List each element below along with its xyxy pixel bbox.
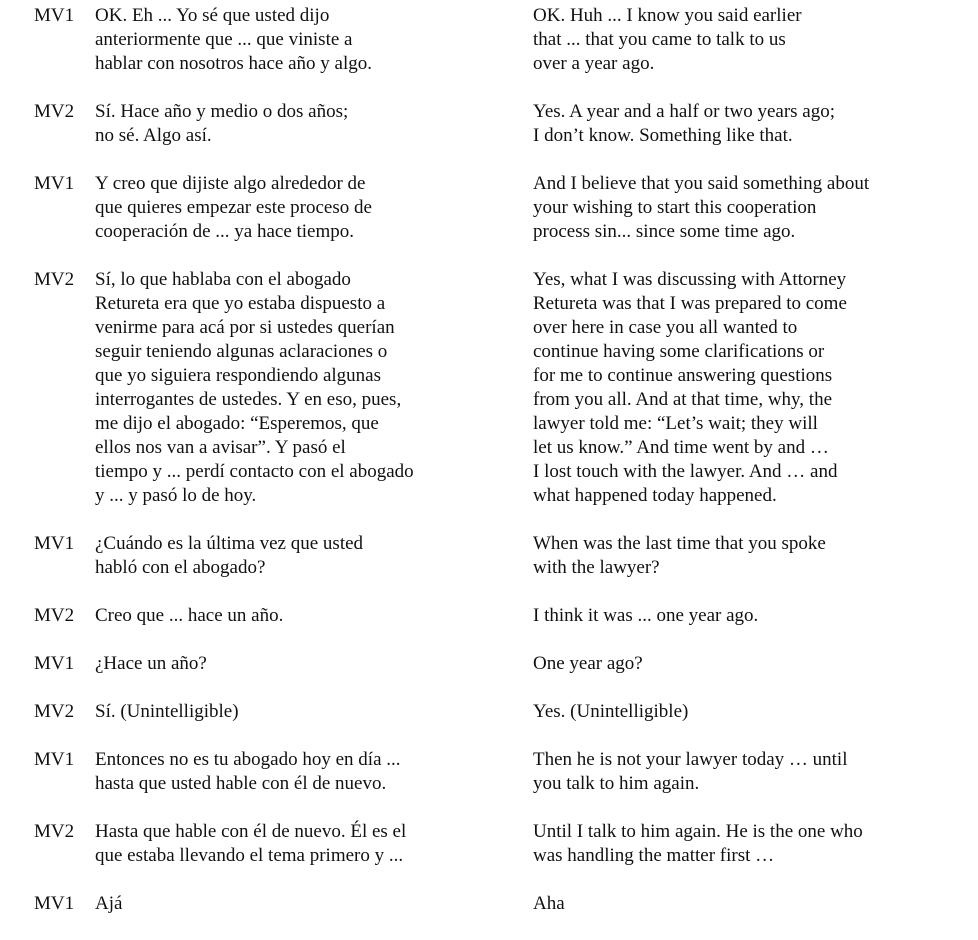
english-line: Retureta was that I was prepared to come bbox=[533, 293, 847, 314]
spanish-line: hablar con nosotros hace año y algo. bbox=[95, 53, 372, 74]
speaker-label: MV1 bbox=[34, 5, 75, 26]
english-line: process sin... since some time ago. bbox=[533, 221, 796, 242]
spanish-text bbox=[95, 100, 515, 148]
spanish-line: que yo siguiera respondiendo algunas bbox=[95, 365, 381, 386]
spanish-line: OK. Eh ... Yo sé que usted dijo bbox=[95, 5, 330, 26]
transcript-turn bbox=[0, 652, 978, 676]
spanish-text bbox=[95, 268, 515, 508]
english-translation bbox=[533, 100, 953, 148]
spanish-line: Sí. (Unintelligible) bbox=[95, 701, 239, 722]
speaker-label: MV2 bbox=[34, 605, 75, 626]
transcript-turn bbox=[0, 172, 978, 244]
english-line: lawyer told me: “Let’s wait; they will bbox=[533, 413, 818, 434]
spanish-line: venirme para acá por si ustedes querían bbox=[95, 317, 395, 338]
english-translation bbox=[533, 700, 953, 724]
english-line: And I believe that you said something about bbox=[533, 173, 870, 194]
spanish-line: que quieres empezar este proceso de bbox=[95, 197, 372, 218]
english-translation bbox=[533, 748, 953, 796]
english-line: what happened today happened. bbox=[533, 485, 777, 506]
speaker-label: MV1 bbox=[34, 653, 75, 674]
english-line: your wishing to start this cooperation bbox=[533, 197, 817, 218]
english-line: Then he is not your lawyer today … until bbox=[533, 749, 848, 770]
spanish-text bbox=[95, 820, 515, 868]
english-translation bbox=[533, 532, 953, 580]
transcript-turn bbox=[0, 4, 978, 76]
transcript-turn bbox=[0, 820, 978, 868]
spanish-line: me dijo el abogado: “Esperemos, que bbox=[95, 413, 379, 434]
spanish-text bbox=[95, 892, 515, 916]
spanish-line: que estaba llevando el tema primero y ... bbox=[95, 845, 404, 866]
english-line: over here in case you all wanted to bbox=[533, 317, 798, 338]
transcript-turn bbox=[0, 604, 978, 628]
spanish-text bbox=[95, 172, 515, 244]
english-line: When was the last time that you spoke bbox=[533, 533, 826, 554]
english-line: I don’t know. Something like that. bbox=[533, 125, 793, 146]
spanish-text bbox=[95, 652, 515, 676]
english-translation bbox=[533, 268, 953, 508]
english-translation bbox=[533, 892, 953, 916]
spanish-text bbox=[95, 700, 515, 724]
spanish-text bbox=[95, 532, 515, 580]
spanish-line: y ... y pasó lo de hoy. bbox=[95, 485, 257, 506]
spanish-text bbox=[95, 748, 515, 796]
spanish-line: interrogantes de ustedes. Y en eso, pues, bbox=[95, 389, 402, 410]
english-translation bbox=[533, 820, 953, 868]
english-line: was handling the matter first … bbox=[533, 845, 775, 866]
transcript-turn bbox=[0, 100, 978, 148]
spanish-text bbox=[95, 604, 515, 628]
transcript-turn bbox=[0, 748, 978, 796]
spanish-line: Y creo que dijiste algo alrededor de bbox=[95, 173, 366, 194]
spanish-line: Retureta era que yo estaba dispuesto a bbox=[95, 293, 386, 314]
english-line: I think it was ... one year ago. bbox=[533, 605, 759, 626]
spanish-line: habló con el abogado? bbox=[95, 557, 266, 578]
spanish-line: Sí. Hace año y medio o dos años; bbox=[95, 101, 349, 122]
speaker-label: MV1 bbox=[34, 533, 75, 554]
spanish-line: Creo que ... hace un año. bbox=[95, 605, 284, 626]
spanish-line: cooperación de ... ya hace tiempo. bbox=[95, 221, 355, 242]
spanish-line: tiempo y ... perdí contacto con el abogado bbox=[95, 461, 414, 482]
english-translation bbox=[533, 604, 953, 628]
english-line: from you all. And at that time, why, the bbox=[533, 389, 833, 410]
spanish-line: anteriormente que ... que viniste a bbox=[95, 29, 353, 50]
speaker-label: MV2 bbox=[34, 821, 75, 842]
english-translation bbox=[533, 172, 953, 244]
english-line: with the lawyer? bbox=[533, 557, 660, 578]
spanish-line: Ajá bbox=[95, 893, 123, 914]
english-line: continue having some clarifications or bbox=[533, 341, 825, 362]
speaker-label: MV2 bbox=[34, 269, 75, 290]
spanish-line: Hasta que hable con él de nuevo. Él es el bbox=[95, 821, 407, 842]
english-line: OK. Huh ... I know you said earlier bbox=[533, 5, 802, 26]
english-line: for me to continue answering questions bbox=[533, 365, 833, 386]
spanish-line: ellos nos van a avisar”. Y pasó el bbox=[95, 437, 346, 458]
english-line: One year ago? bbox=[533, 653, 643, 674]
english-line: you talk to him again. bbox=[533, 773, 700, 794]
spanish-line: Sí, lo que hablaba con el abogado bbox=[95, 269, 351, 290]
transcript bbox=[0, 4, 978, 940]
english-line: Yes. A year and a half or two years ago; bbox=[533, 101, 835, 122]
speaker-label: MV2 bbox=[34, 101, 75, 122]
spanish-line: ¿Hace un año? bbox=[95, 653, 207, 674]
speaker-label: MV1 bbox=[34, 749, 75, 770]
spanish-line: hasta que usted hable con él de nuevo. bbox=[95, 773, 387, 794]
spanish-line: Entonces no es tu abogado hoy en día ... bbox=[95, 749, 401, 770]
transcript-turn bbox=[0, 892, 978, 916]
english-line: that ... that you came to talk to us bbox=[533, 29, 786, 50]
spanish-line: no sé. Algo así. bbox=[95, 125, 212, 146]
english-line: Until I talk to him again. He is the one who bbox=[533, 821, 863, 842]
spanish-line: seguir teniendo algunas aclaraciones o bbox=[95, 341, 388, 362]
english-translation bbox=[533, 4, 953, 76]
transcript-turn bbox=[0, 532, 978, 580]
english-line: over a year ago. bbox=[533, 53, 655, 74]
spanish-text bbox=[95, 4, 515, 76]
english-translation bbox=[533, 652, 953, 676]
english-line: Yes. (Unintelligible) bbox=[533, 701, 689, 722]
english-line: let us know.” And time went by and … bbox=[533, 437, 829, 458]
speaker-label: MV2 bbox=[34, 701, 75, 722]
transcript-turn bbox=[0, 700, 978, 724]
speaker-label: MV1 bbox=[34, 893, 75, 914]
english-line: I lost touch with the lawyer. And … and bbox=[533, 461, 838, 482]
spanish-line: ¿Cuándo es la última vez que usted bbox=[95, 533, 364, 554]
speaker-label: MV1 bbox=[34, 173, 75, 194]
transcript-turn bbox=[0, 268, 978, 508]
english-line: Yes, what I was discussing with Attorney bbox=[533, 269, 847, 290]
english-line: Aha bbox=[533, 893, 565, 914]
